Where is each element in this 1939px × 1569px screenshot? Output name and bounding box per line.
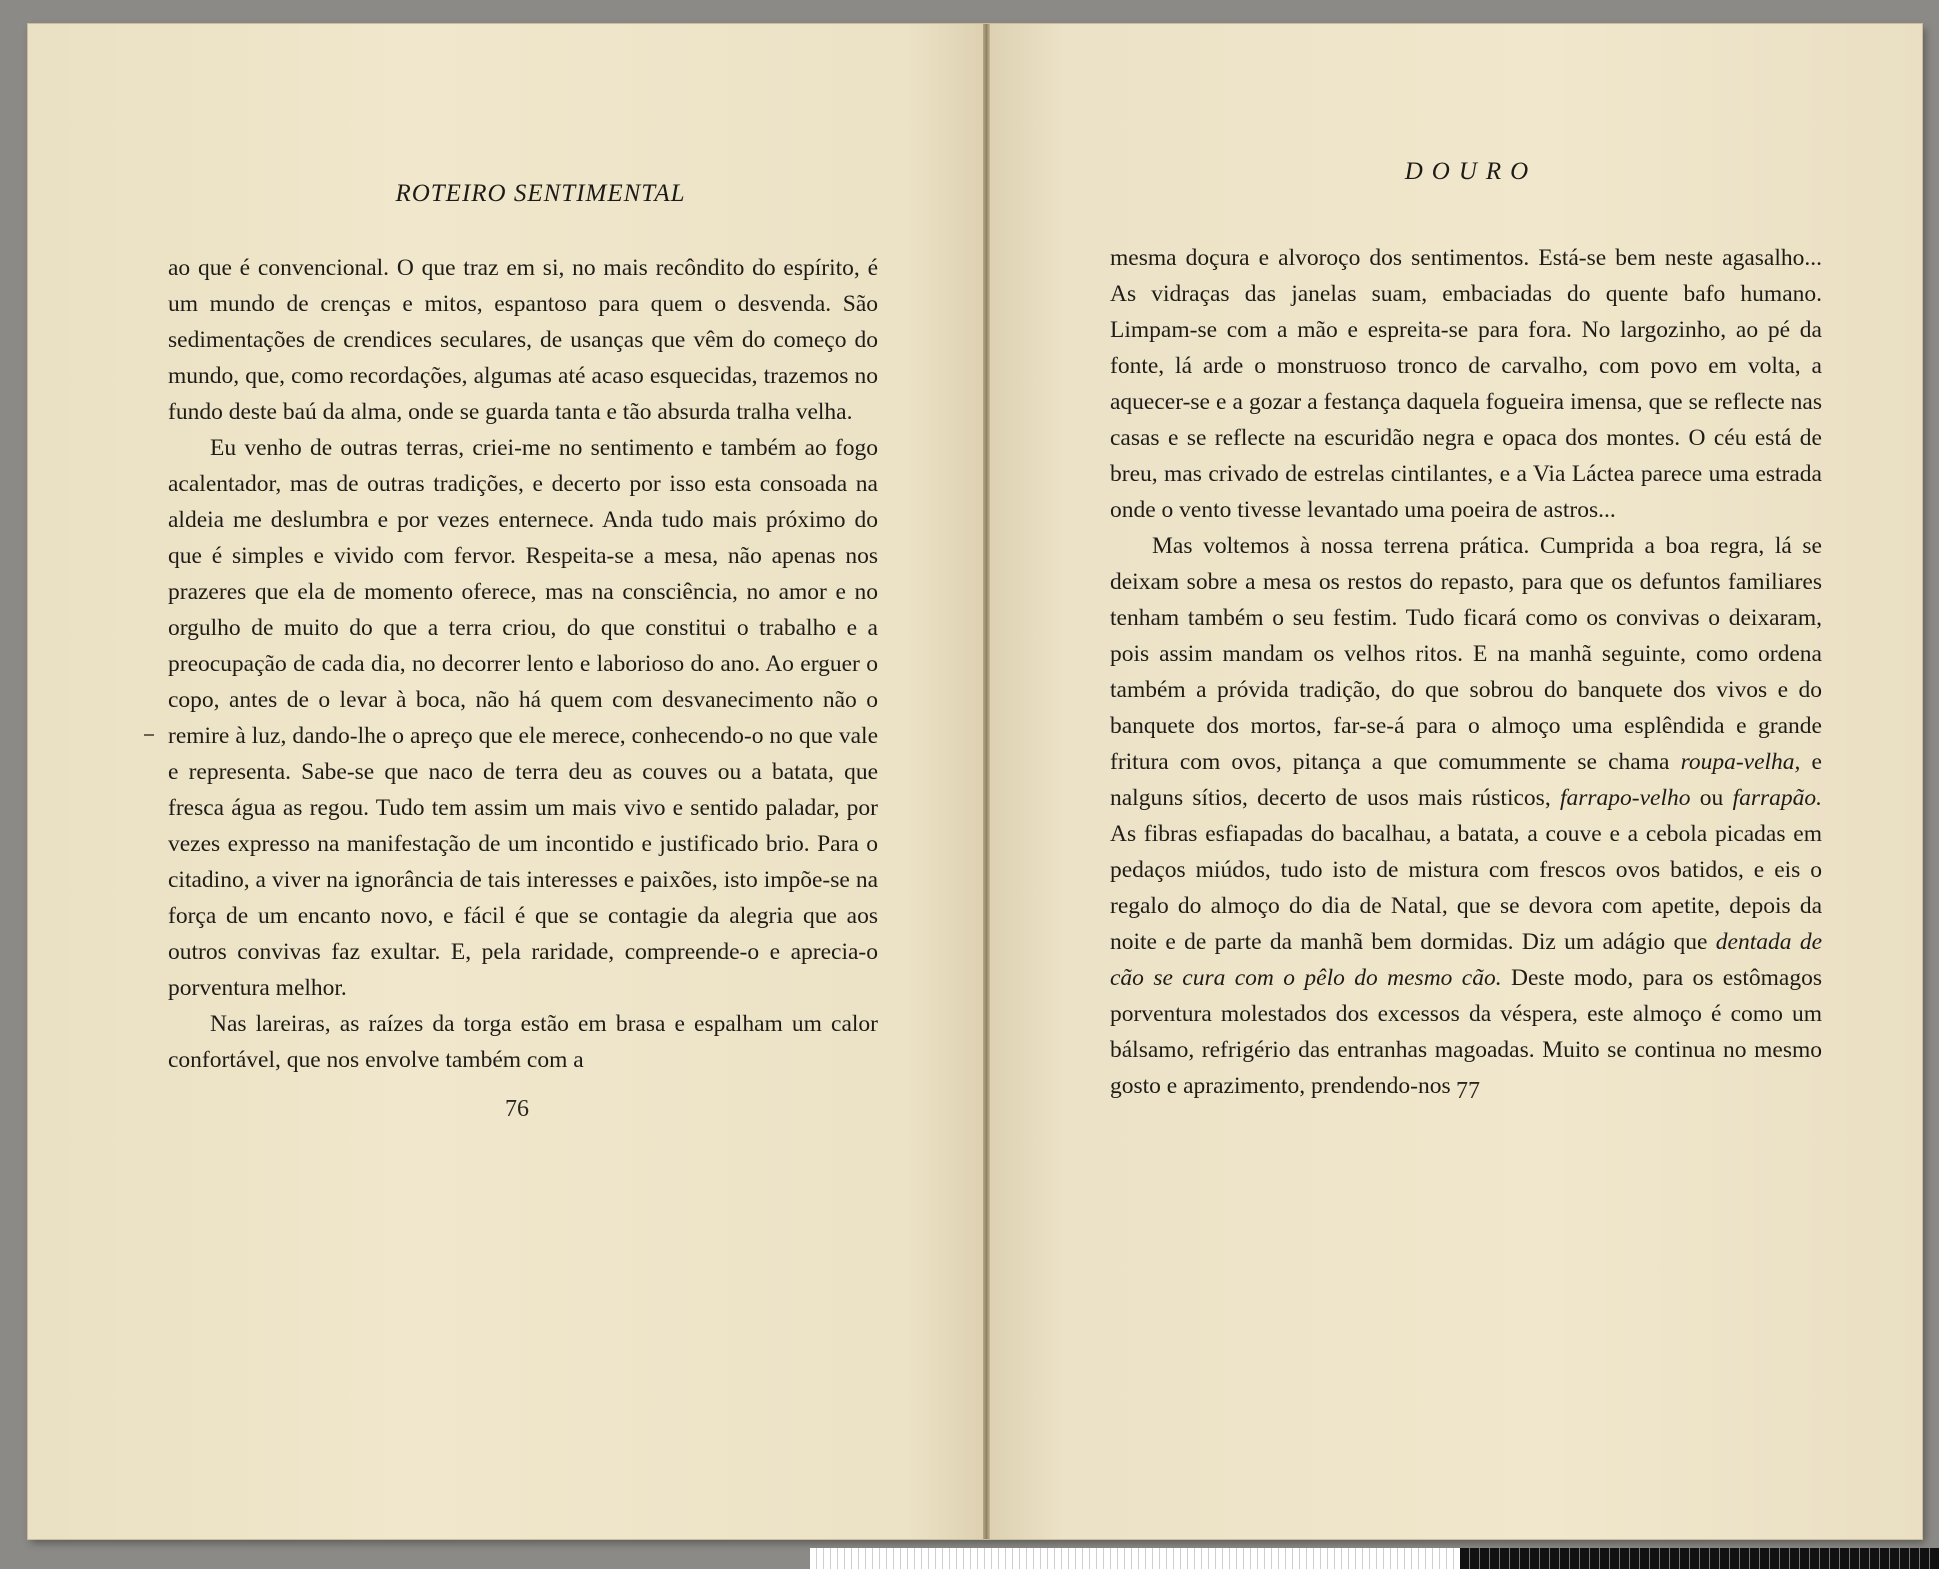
- left-page-text: [168, 250, 878, 1078]
- italic-roupa-velha: roupa-velha,: [1680, 749, 1801, 775]
- right-paragraph-2-text-a: Mas voltemos à nossa terrena prática. Cumprida a boa regra, lá se deixam sobre a mesa os restos do repasto, para que os defuntos familiares tenham também o seu festim. Tudo ficará como os convivas o deixaram, pois assim mandam os velhos ritos. E na manhã seguinte, como ordena também a próvida tradição, do que sobrou do banquete dos vivos e do banquete dos mortos, far-se-á para o almoço uma esplêndida e grande fritura com ovos, pitança a que comummente se chama: [1110, 533, 1822, 775]
- left-page-number: 76: [505, 1096, 529, 1122]
- right-paragraph-1: mesma doçura e alvoroço dos sentimentos. Está-se bem neste agasalho... As vidraças das janelas suam, embaciadas do quente bafo humano. Limpam-se com a mão e espreita-se para fora. No largozinho, ao pé da fonte, lá arde o monstruoso tronco de carvalho, com povo em volta, a aquecer-se e a gozar a festança daquela fogueira imensa, que se reflecte nas casas e se reflecte na escuridão negra e opaca dos montes. O céu está de breu, mas crivado de estrelas cintilantes, e a Via Láctea parece uma estrada onde o vento tivesse levantado uma poeira de astros...: [1110, 245, 1822, 523]
- italic-farrapo-velho: farrapo-velho: [1559, 785, 1691, 811]
- right-paragraph-2-text-d: As fibras esfiapadas do bacalhau, a batata, a couve e a cebola picadas em pedaços miúdos, tudo isto de mistura com frescos ovos batidos, e eis o regalo do almoço do dia de Natal, que se devora com apetite, depois da noite e de parte da manhã bem dormidas. Diz um adágio que: [1110, 821, 1822, 955]
- right-paragraph-2-text-b: e nalguns sítios, decerto de usos mais rústicos,: [1110, 749, 1822, 811]
- left-paragraph-3: Nas lareiras, as raízes da torga estão em brasa e espalham um calor confortável, que nos envolve também com a: [168, 1011, 878, 1073]
- color-scale-dark-segment: [1460, 1548, 1939, 1569]
- color-scale-bar: [810, 1548, 1939, 1569]
- right-page: [990, 24, 1922, 1539]
- margin-mark: [144, 734, 154, 736]
- right-page-number: 77: [1456, 1078, 1480, 1104]
- right-page-text: [1110, 240, 1822, 1104]
- left-running-head: ROTEIRO SENTIMENTAL: [395, 180, 686, 207]
- left-paragraph-1: ao que é convencional. O que traz em si, no mais recôndito do espírito, é um mundo de crenças e mitos, espantoso para quem o desvenda. São sedimentações de crendices seculares, de usanças que vêm do começo do mundo, que, como recordações, algumas até acaso esquecidas, trazemos no fundo deste baú da alma, onde se guarda tanta e tão absurda tralha velha.: [168, 255, 878, 425]
- left-page: [28, 24, 983, 1539]
- italic-adagio: dentada de cão se cura com o pêlo do mesmo cão.: [1110, 929, 1822, 991]
- book-gutter: [983, 24, 990, 1539]
- italic-farrapao: farrapão.: [1732, 785, 1823, 811]
- right-paragraph-2: [1110, 528, 1822, 1104]
- book-spread: [28, 24, 1922, 1539]
- right-running-head: DOURO: [1404, 158, 1538, 185]
- right-paragraph-2-text-c: ou: [1690, 785, 1733, 811]
- left-paragraph-2: Eu venho de outras terras, criei-me no sentimento e também ao fogo acalentador, mas de outras tradições, e decerto por isso esta consoada na aldeia me deslumbra e por vezes enternece. Anda tudo mais próximo do que é simples e vivido com fervor. Respeita-se a mesa, não apenas nos prazeres que ela de momento oferece, mas na consciência, no amor e no orgulho de muito do que a terra criou, do que constitui o trabalho e a preocupação de cada dia, no decorrer lento e laborioso do ano. Ao erguer o copo, antes de o levar à boca, não há quem com desvanecimento não o remire à luz, dando-lhe o apreço que ele merece, conhecendo-o no que vale e representa. Sabe-se que naco de terra deu as couves ou a batata, que fresca água as regou. Tudo tem assim um mais vivo e sentido paladar, por vezes expresso na manifestação de um incontido e justificado brio. Para o citadino, a viver na ignorância de tais interesses e paixões, isto impõe-se na força de um encanto novo, e fácil é que se contagie da alegria que aos outros convivas faz exultar. E, pela raridade, compreende-o e aprecia-o porventura melhor.: [168, 435, 878, 1001]
- right-paragraph-2-text-e: Deste modo, para os estômagos porventura molestados dos excessos da véspera, este almoço é como um bálsamo, refrigério das entranhas magoadas. Muito se continua no mesmo gosto e aprazimento, prendendo-nos: [1110, 965, 1823, 1099]
